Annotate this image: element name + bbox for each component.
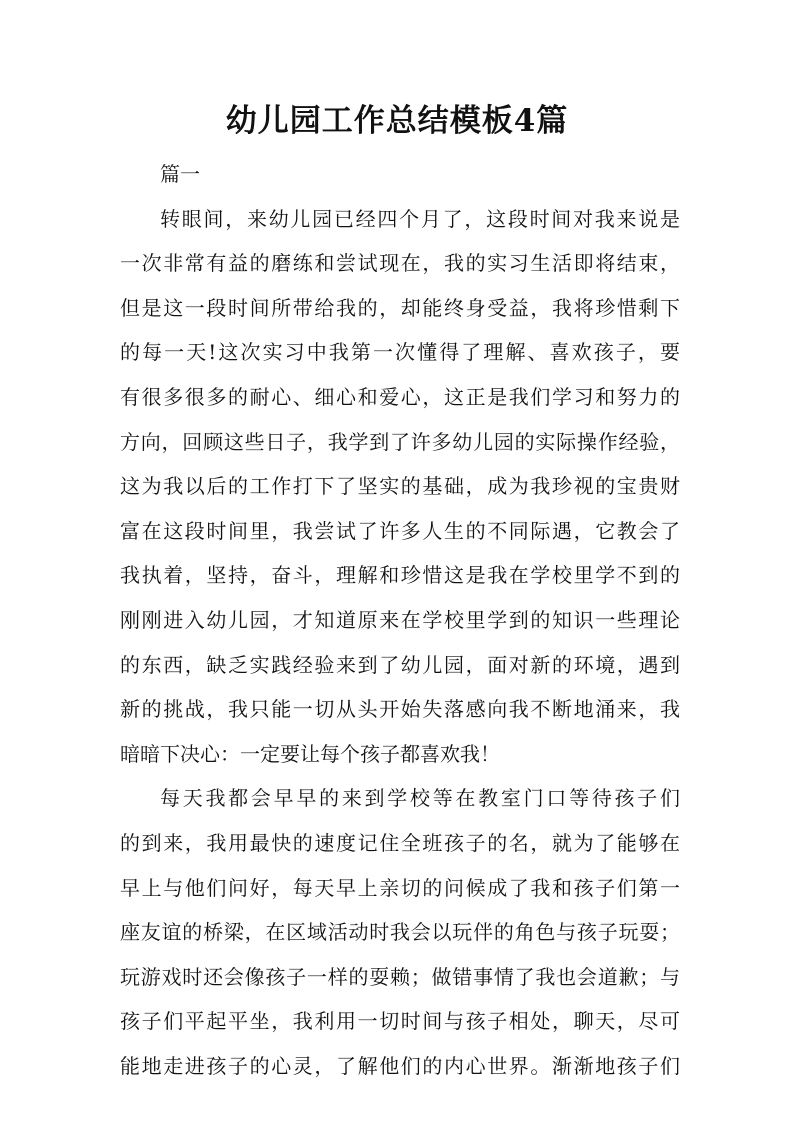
text-line: 但是这一段时间所带给我的，却能终身受益，我将珍惜剩下 [120,295,680,320]
text-line: 每天我都会早早的来到学校等在教室门口等待孩子们 [160,786,680,811]
paragraph-1 [120,197,680,777]
text-line: 一次非常有益的磨练和尝试现在，我的实习生活即将结束， [120,251,680,276]
text-line: 新的挑战，我只能一切从头开始失落感向我不断地涌来，我 [120,697,680,722]
text-line: 我执着，坚持，奋斗，理解和珍惜这是我在学校里学不到的 [120,563,680,588]
text-line: 座友谊的桥梁，在区域活动时我会以玩伴的角色与孩子玩耍； [120,920,680,945]
text-line: 这为我以后的工作打下了坚实的基础，成为我珍视的宝贵财 [120,474,680,499]
text-line: 的每一天!这次实习中我第一次懂得了理解、喜欢孩子，要 [120,340,680,365]
text-line: 能地走进孩子的心灵，了解他们的内心世界。渐渐地孩子们 [120,1053,680,1078]
document-body [120,152,680,1088]
text-line: 早上与他们问好，每天早上亲切的问候成了我和孩子们第一 [120,875,680,900]
text-line: 刚刚进入幼儿园，才知道原来在学校里学到的知识一些理论 [120,607,680,632]
document-title: 幼儿园工作总结模板4篇 [225,103,569,139]
paragraph-2 [120,776,680,1088]
text-line: 暗暗下决心：一定要让每个孩子都喜欢我！ [120,741,500,766]
text-line: 的到来，我用最快的速度记住全班孩子的名，就为了能够在 [120,830,680,855]
text-line: 转眼间，来幼儿园已经四个月了，这段时间对我来说是 [160,206,680,231]
section-label: 篇一 [160,162,200,186]
text-line: 富在这段时间里，我尝试了许多人生的不同际遇，它教会了 [120,518,680,543]
text-line: 方向，回顾这些日子，我学到了许多幼儿园的实际操作经验， [120,429,680,454]
text-line: 孩子们平起平坐，我利用一切时间与孩子相处，聊天，尽可 [120,1009,680,1034]
text-line: 的东西，缺乏实践经验来到了幼儿园，面对新的环境，遇到 [120,652,680,677]
text-line: 有很多很多的耐心、细心和爱心，这正是我们学习和努力的 [120,384,680,409]
text-line: 玩游戏时还会像孩子一样的耍赖；做错事情了我也会道歉；与 [120,964,680,989]
